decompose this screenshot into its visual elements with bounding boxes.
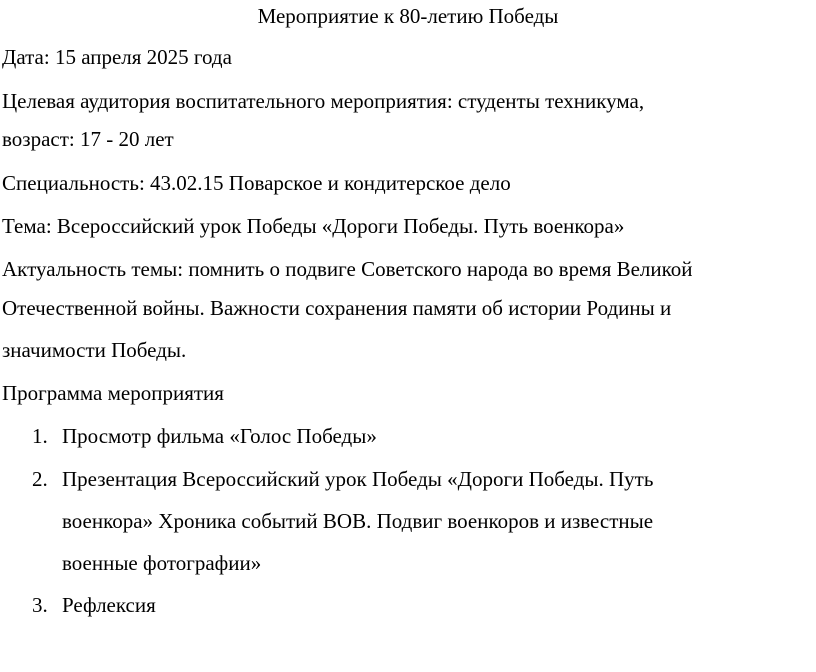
relevance-line-3: значимости Победы. bbox=[2, 338, 187, 362]
audience-line-2: возраст: 17 - 20 лет bbox=[2, 127, 174, 151]
event-date: Дата: 15 апреля 2025 года bbox=[2, 45, 232, 69]
list-item-number: 3. bbox=[32, 593, 48, 617]
program-heading: Программа мероприятия bbox=[2, 381, 224, 405]
list-item-text: Презентация Всероссийский урок Победы «Дороги Победы. Путь bbox=[62, 467, 654, 491]
list-item-text: военкора» Хроника событий ВОВ. Подвиг военкоров и известные bbox=[62, 509, 654, 533]
list-item-number: 2. bbox=[32, 467, 48, 491]
list-item-number: 1. bbox=[32, 424, 48, 448]
specialty: Специальность: 43.02.15 Поварское и кондитерское дело bbox=[2, 171, 511, 195]
audience-line-1: Целевая аудитория воспитательного мероприятия: студенты техникума, bbox=[2, 89, 645, 113]
list-item-text: Рефлексия bbox=[62, 593, 156, 617]
relevance-line-1: Актуальность темы: помнить о подвиге Советского народа во время Великой bbox=[2, 257, 693, 281]
relevance-line-2: Отечественной войны. Важности сохранения памяти об истории Родины и bbox=[2, 296, 672, 320]
document-title: Мероприятие к 80-летию Победы bbox=[257, 4, 559, 28]
topic: Тема: Всероссийский урок Победы «Дороги Победы. Путь военкора» bbox=[2, 214, 625, 238]
list-item-text: военные фотографии» bbox=[62, 551, 262, 575]
list-item-text: Просмотр фильма «Голос Победы» bbox=[62, 424, 377, 448]
